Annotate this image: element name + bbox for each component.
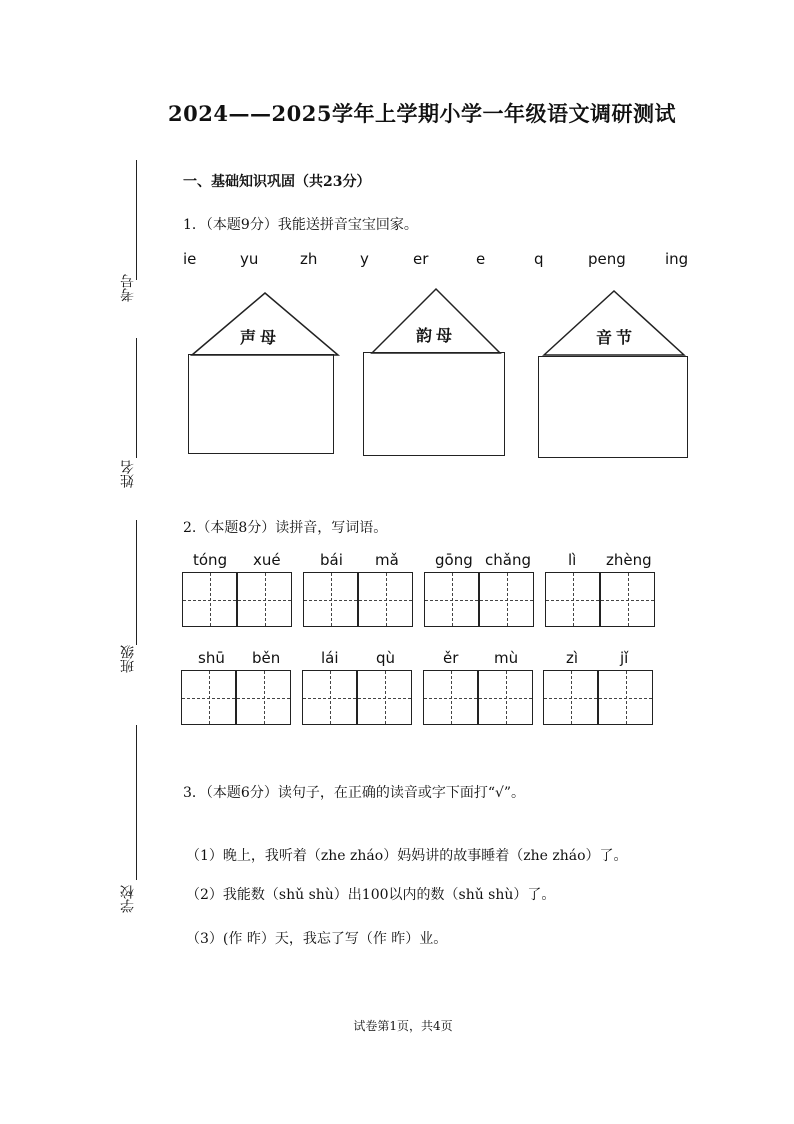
writing-cell[interactable]: [423, 670, 478, 725]
pinyin-label: xué: [253, 551, 281, 569]
syllable: peng: [588, 250, 626, 268]
pinyin-label: chǎng: [485, 551, 531, 569]
writing-cell[interactable]: [600, 572, 655, 627]
house-label-yinjie: 音节: [596, 328, 637, 347]
syllable: er: [413, 250, 429, 268]
syllable: e: [476, 250, 486, 268]
pinyin-label: gōng: [435, 551, 473, 569]
page-title: 2024——2025学年上学期小学一年级语文调研测试: [168, 101, 676, 126]
syllable: q: [534, 250, 544, 268]
section-heading: 一、基础知识巩固（共23分）: [183, 174, 371, 190]
side-line-class: [136, 520, 137, 645]
pinyin-label: qù: [376, 649, 396, 667]
pinyin-label: běn: [252, 649, 281, 667]
answer-box-yunmu[interactable]: [363, 352, 505, 456]
q3-sentence-2: （2）我能数（shǔ shù）出100以内的数（shǔ shù）了。: [186, 887, 556, 903]
syllable: ie: [183, 250, 197, 268]
pinyin-label: zì: [566, 649, 579, 667]
pinyin-label: lì: [568, 551, 577, 569]
syllable: yu: [240, 250, 259, 268]
side-label-name: 姓名: [120, 460, 136, 488]
pinyin-label: tóng: [193, 551, 228, 569]
side-label-exam-no: 考号: [120, 274, 136, 302]
pinyin-label: bái: [320, 551, 343, 569]
syllable: zh: [300, 250, 318, 268]
pinyin-label: lái: [321, 649, 339, 667]
writing-cell[interactable]: [598, 670, 653, 725]
side-line-exam-no: [136, 160, 137, 280]
side-line-school: [136, 725, 137, 880]
writing-cell[interactable]: [181, 670, 236, 725]
writing-cell[interactable]: [543, 670, 598, 725]
q2-prompt: 2.（本题8分）读拼音，写词语。: [183, 520, 388, 536]
side-line-name: [136, 338, 137, 458]
writing-cell[interactable]: [357, 670, 412, 725]
writing-cell[interactable]: [303, 572, 358, 627]
syllable: y: [360, 250, 369, 268]
pinyin-label: jǐ: [620, 649, 629, 667]
q3-sentence-1: （1）晚上，我听着（zhe zháo）妈妈讲的故事睡着（zhe zháo）了。: [186, 848, 628, 864]
writing-cell[interactable]: [237, 572, 292, 627]
writing-cell[interactable]: [424, 572, 479, 627]
q3-sentence-3: （3）(作 昨）天，我忘了写（作 昨）业。: [186, 931, 448, 947]
side-label-class: 班级: [120, 645, 136, 673]
writing-cell[interactable]: [479, 572, 534, 627]
pinyin-label: zhèng: [606, 551, 652, 569]
pinyin-label: mǎ: [375, 551, 399, 569]
house-label-shengmu: 声母: [240, 328, 281, 347]
q3-prompt: 3．（本题6分）读句子，在正确的读音或字下面打“√”。: [183, 785, 526, 801]
writing-cell[interactable]: [236, 670, 291, 725]
q1-prompt: 1．（本题9分）我能送拼音宝宝回家。: [183, 217, 418, 233]
writing-cell[interactable]: [545, 572, 600, 627]
writing-cell[interactable]: [478, 670, 533, 725]
answer-box-yinjie[interactable]: [538, 356, 688, 458]
answer-box-shengmu[interactable]: [188, 354, 334, 454]
writing-cell[interactable]: [302, 670, 357, 725]
pinyin-label: shū: [198, 649, 225, 667]
page-footer: 试卷第1页，共4页: [353, 1019, 453, 1033]
house-label-yunmu: 韵母: [416, 326, 457, 345]
writing-cell[interactable]: [358, 572, 413, 627]
syllable: ing: [665, 250, 689, 268]
pinyin-label: mù: [494, 649, 519, 667]
side-label-school: 学校: [120, 885, 136, 913]
pinyin-label: ěr: [443, 649, 459, 667]
writing-cell[interactable]: [182, 572, 237, 627]
